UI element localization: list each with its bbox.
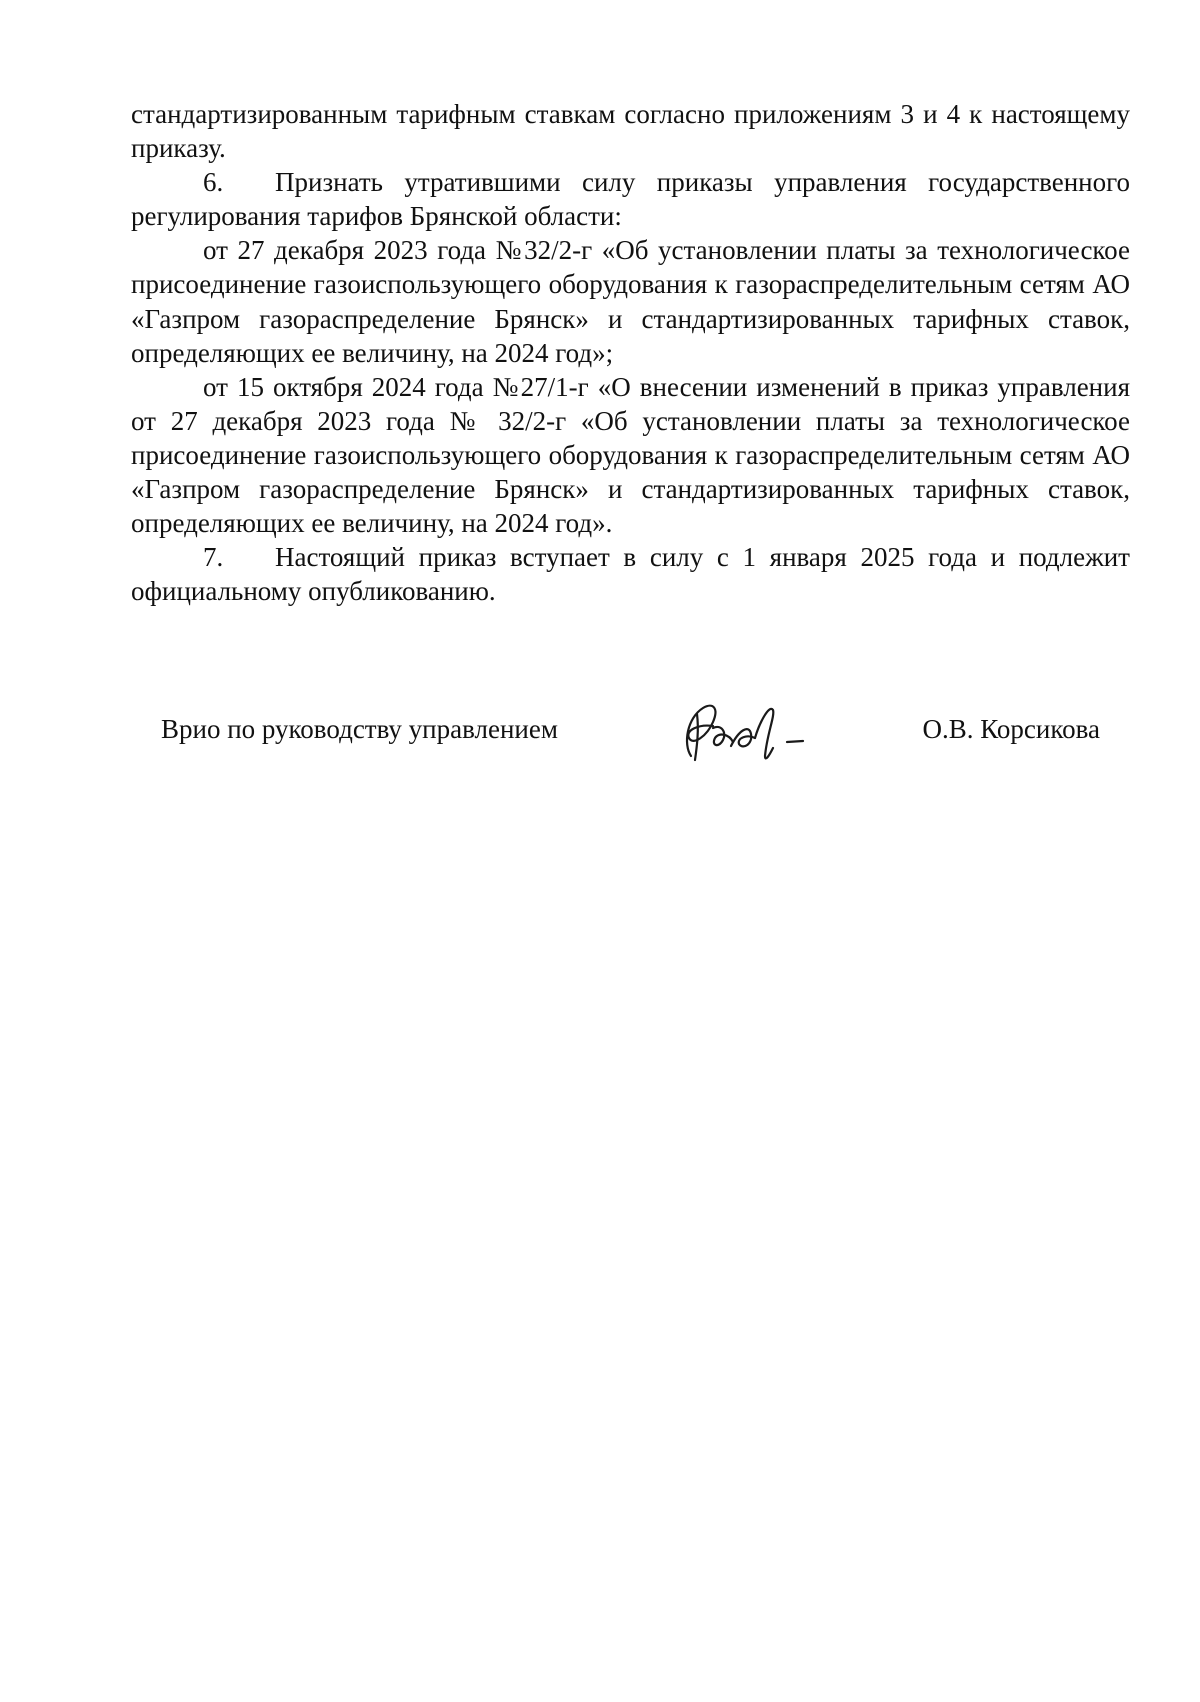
signature-block (131, 700, 1130, 790)
document-body (131, 97, 1130, 608)
paragraph-item-7 (131, 540, 1130, 608)
paragraph-item-6 (131, 165, 1130, 233)
paragraph-text: Настоящий приказ вступает в силу с 1 января 2025 года и подлежит официальному опубликованию. (131, 542, 1130, 607)
paragraph-text: Признать утратившими силу приказы управления государственного регулирования тарифов Брянской области: (131, 167, 1130, 232)
paragraph-item-6-sub-2 (131, 370, 1130, 540)
paragraph-text: от 27 декабря 2023 года №32/2-г «Об установлении платы за технологическое присоединение газоиспользующего оборудования к газораспределительным сетям АО «Газпром газораспределение Брянск» и стандартизированных тарифных ставок, определяющих ее величину, на 2024 год»; (131, 235, 1130, 368)
handwritten-signature-icon (669, 694, 819, 774)
item-number: 7. (203, 542, 224, 573)
paragraph-text: стандартизированным тарифным ставкам согласно приложениям 3 и 4 к настоящему приказу. (131, 99, 1130, 164)
paragraph-text: от 15 октября 2024 года №27/1-г «О внесении изменений в приказ управления от 27 декабря 2023 года № 32/2-г «Об установлении платы за технологическое присоединение газоиспользующего оборудования к газораспределительным сетям АО «Газпром газораспределение Брянск» и стандартизированных тарифных ставок, определяющих ее величину, на 2024 год». (131, 371, 1130, 539)
paragraph-continuation (131, 97, 1130, 165)
item-number: 6. (203, 167, 224, 198)
signatory-name: О.В. Корсикова (922, 714, 1100, 744)
paragraph-item-6-sub-1 (131, 233, 1130, 369)
signatory-position: Врио по руководству управлением (161, 714, 558, 744)
